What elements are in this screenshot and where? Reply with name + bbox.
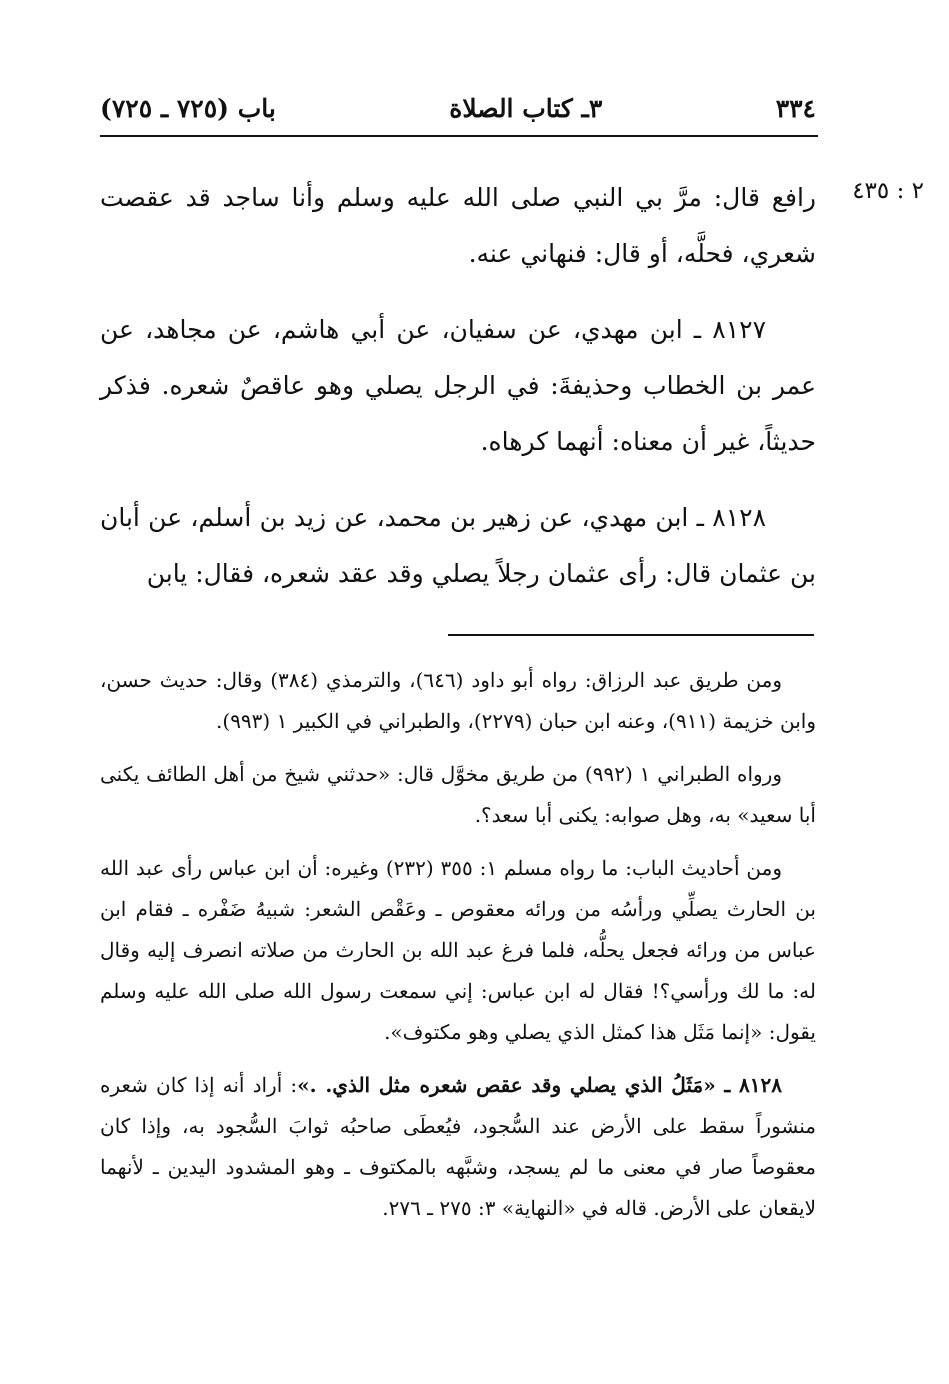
main-text	[100, 170, 816, 622]
footnote-separator	[448, 634, 814, 636]
header-divider	[100, 135, 818, 137]
paragraph-hadith-8128: ٨١٢٨ ـ ابن مهدي، عن زهير بن محمد، عن زيد بن أسلم، عن أبان بن عثمان قال: رأى عثمان رجلاً يصلي وقد عقد شعره، فقال: يابن	[100, 503, 816, 588]
margin-reference: ٢ : ٤٣٥	[852, 178, 924, 204]
footnote-2: ورواه الطبراني ١ (٩٩٢) من طريق مخوَّل قال: «حدثني شيخ من أهل الطائف يكنى أبا سعيد» به، وهل صوابه: يكنى أبا سعد؟.	[100, 762, 816, 827]
chapter-reference: باب (٧٢٥ ـ ٧٢٥)	[100, 93, 276, 123]
footnote-3: ومن أحاديث الباب: ما رواه مسلم ١: ٣٥٥ (٢٣٢) وغيره: أن ابن عباس رأى عبد الله بن الحارث يصلِّي ورأسُه من ورائه معقوص ـ وعَقْص الشعر: شبيهُ ضَفْره ـ فقام ابن عباس من ورائه فجعل يحلُّه، فلما فرغ عبد الله بن الحارث من صلاته انصرف إليه وقال له: ما لك ورأسي؟! فقال له ابن عباس: إني سمعت رسول الله صلى الله عليه وسلم يقول: «إنما مَثَل هذا كمثل الذي يصلي وهو مكتوف».	[100, 856, 816, 1044]
page-number: ٣٣٤	[775, 93, 816, 123]
footnote-4-text: : أراد أنه إذا كان شعره منشوراً سقط على الأرض عند السُّجود، فيُعطَى صاحبُه ثوابَ السُّجود به، وإذا كان معقوصاً صار في معنى ما لم يسجد، وشبَّهه بالمكتوف ـ وهو المشدود اليدين ـ لأنهما لايقعان على الأرض. قاله في «النهاية» ٣: ٢٧٥ ـ ٢٧٦.	[100, 1073, 816, 1220]
paragraph-continued-hadith: رافع قال: مرَّ بي النبي صلى الله عليه وسلم وأنا ساجد قد عقصت شعري، فحلَّه، أو قال: فنهاني عنه.	[100, 183, 816, 268]
book-title: ٣ـ كتاب الصلاة	[449, 93, 603, 123]
footnotes	[100, 660, 816, 1241]
footnote-1: ومن طريق عبد الرزاق: رواه أبو داود (٦٤٦)، والترمذي (٣٨٤) وقال: حديث حسن، وابن خزيمة (٩١١)، وعنه ابن حبان (٢٢٧٩)، والطبراني في الكبير ١ (٩٩٣).	[100, 668, 816, 733]
paragraph-hadith-8127: ٨١٢٧ ـ ابن مهدي، عن سفيان، عن أبي هاشم، عن مجاهد، عن عمر بن الخطاب وحذيفةَ: في الرجل يصلي وهو عاقصٌ شعره. فذكر حديثاً، غير أن معناه: أنهما كرهاه.	[100, 315, 816, 456]
footnote-4	[100, 1065, 816, 1229]
running-header	[100, 86, 816, 130]
footnote-4-lead: ٨١٢٨ ـ «مَثَلُ الذي يصلي وقد عقص شعره مثل الذي. .»	[297, 1073, 782, 1097]
